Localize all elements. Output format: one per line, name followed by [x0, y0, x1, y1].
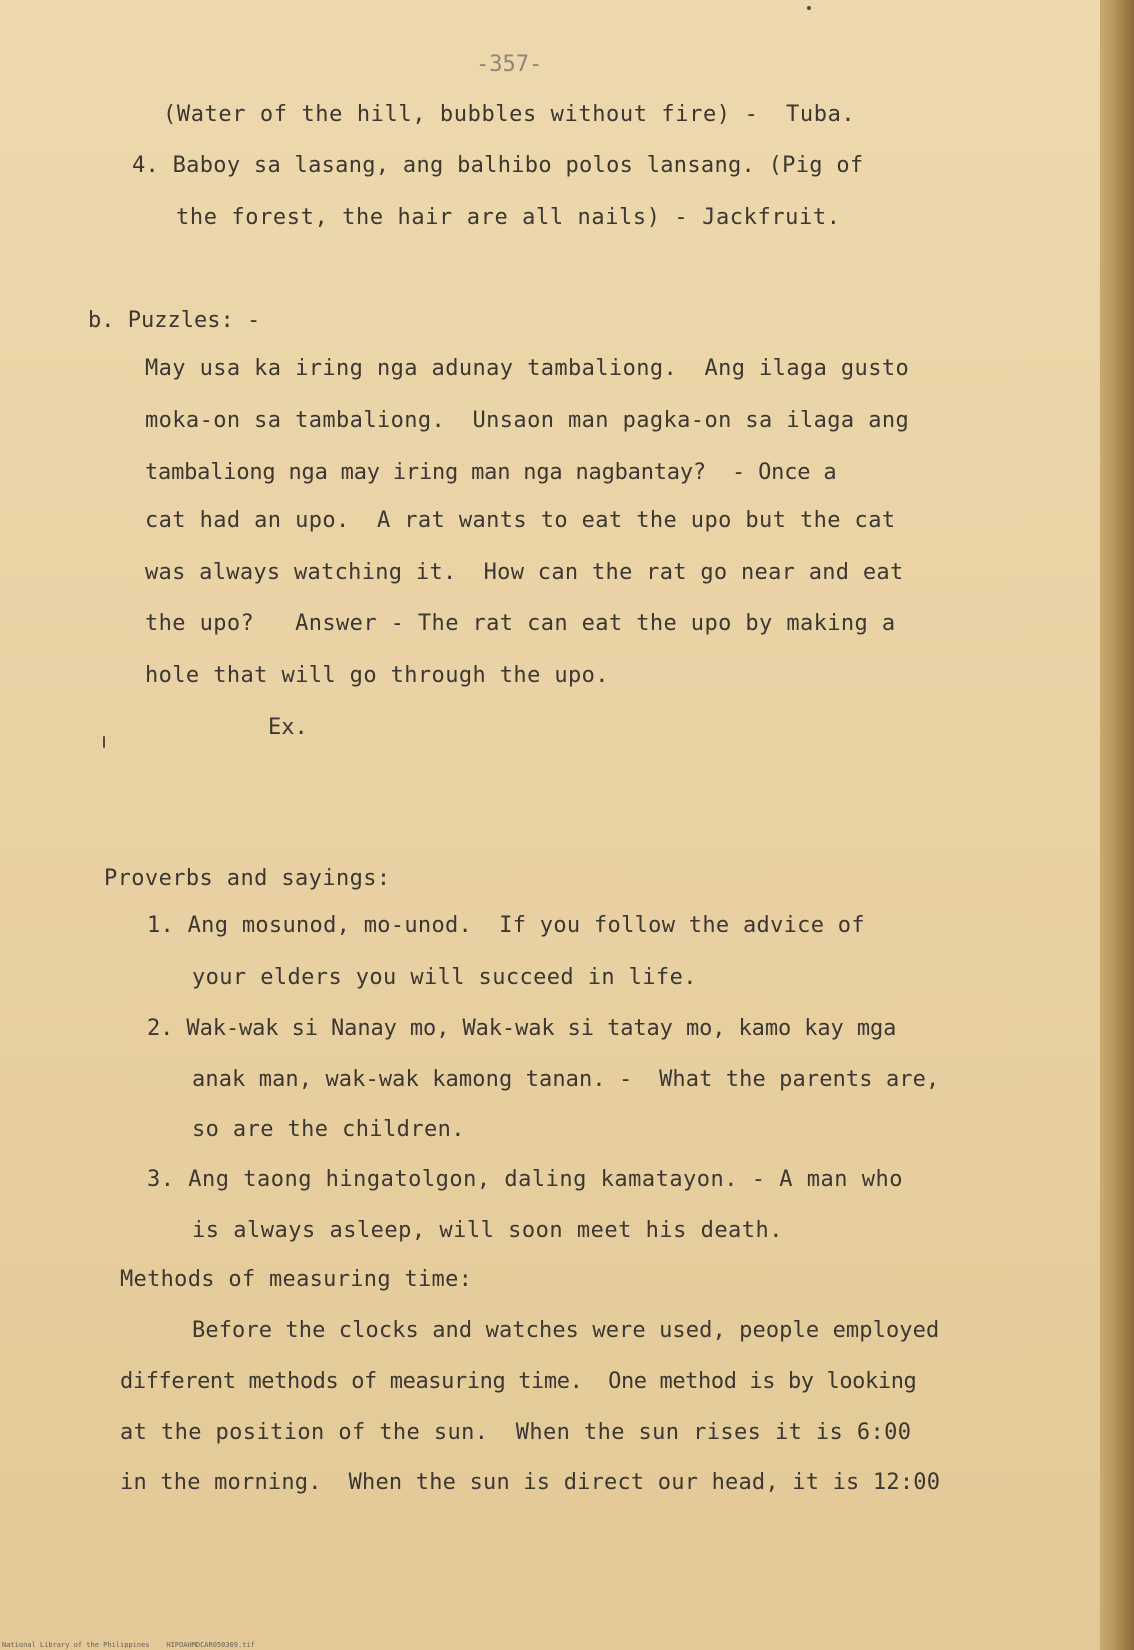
text-line: anak man, wak-wak kamong tanan. - What the parents are, [192, 1067, 940, 1092]
text-line: different methods of measuring time. One method is by looking [120, 1369, 917, 1394]
page-edge [1100, 0, 1134, 1650]
text-line: Before the clocks and watches were used, people employed [192, 1318, 940, 1343]
text-line: (Water of the hill, bubbles without fire) - Tuba. [163, 102, 856, 127]
section-heading: Methods of measuring time: [120, 1267, 473, 1292]
page-number: -357- [476, 52, 543, 77]
text-line: at the position of the sun. When the sun rises it is 6:00 [120, 1420, 912, 1445]
text-line: the forest, the hair are all nails) - Jackfruit. [176, 205, 841, 230]
text-line: May usa ka iring nga adunay tambaliong. Ang ilaga gusto [145, 356, 910, 381]
text-line: in the morning. When the sun is direct our head, it is 12:00 [120, 1470, 941, 1495]
text-line: Ex. [268, 715, 308, 740]
ink-mark [103, 736, 105, 748]
section-heading: Proverbs and sayings: [104, 866, 391, 891]
ink-mark [807, 6, 811, 10]
text-line: hole that will go through the upo. [145, 663, 609, 688]
section-heading: b. Puzzles: - [88, 308, 261, 333]
text-line: moka-on sa tambaliong. Unsaon man pagka-on sa ilaga ang [145, 408, 910, 433]
text-line: 3. Ang taong hingatolgon, daling kamatayon. - A man who [147, 1167, 903, 1192]
text-line: is always asleep, will soon meet his death. [192, 1218, 784, 1243]
text-line: your elders you will succeed in life. [192, 965, 697, 990]
text-line: 1. Ang mosunod, mo-unod. If you follow the advice of [147, 913, 865, 938]
text-line: the upo? Answer - The rat can eat the upo by making a [145, 611, 896, 636]
footer-note: National Library of the Philippines HIPOAHMDCAR050369.tif [2, 1641, 255, 1649]
text-line: was always watching it. How can the rat go near and eat [145, 560, 904, 585]
text-line: tambaliong nga may iring man nga nagbantay? - Once a [145, 460, 837, 485]
text-line: so are the children. [192, 1117, 465, 1142]
text-line: cat had an upo. A rat wants to eat the upo but the cat [145, 508, 896, 533]
text-line: 4. Baboy sa lasang, ang balhibo polos lansang. (Pig of [132, 153, 864, 178]
text-line: 2. Wak-wak si Nanay mo, Wak-wak si tatay mo, kamo kay mga [147, 1016, 897, 1041]
